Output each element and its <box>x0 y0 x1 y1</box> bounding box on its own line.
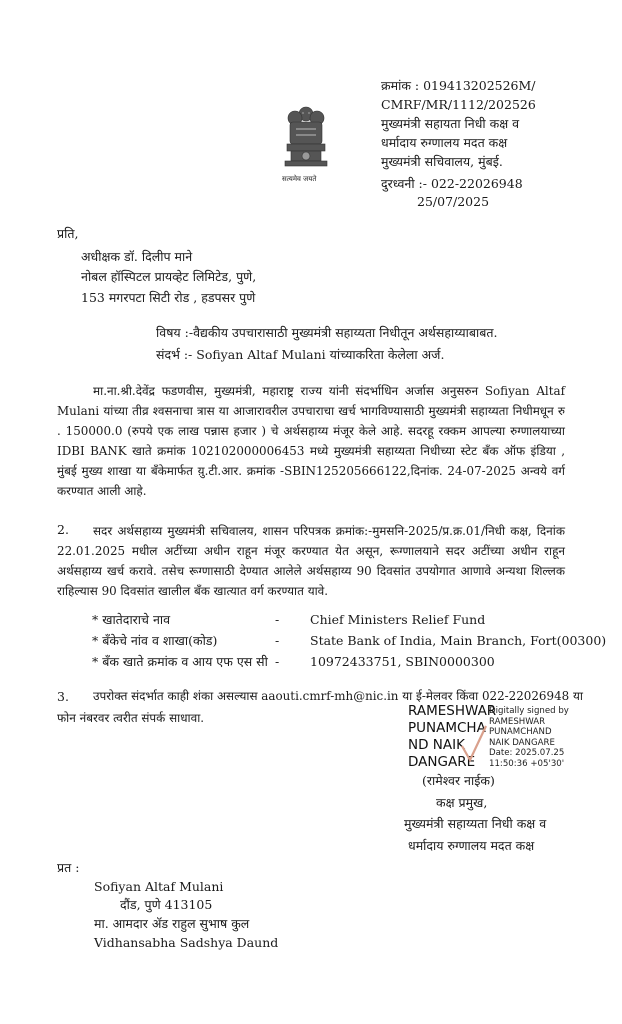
signature-meta-line: 11:50:36 +05'30' <box>489 758 565 769</box>
office-name: मुख्यमंत्री सहायता निधी कक्ष व <box>381 116 520 131</box>
reference-line: संदर्भ :- Sofiyan Altaf Mulani यांच्याकरिता केलेला अर्ज. <box>156 347 445 362</box>
contact-line: उपरोक्त संदर्भात काही शंका असल्यास aaouti.cmrf-mh@nic.in या ई-मेलवर किंवा 022-22026948 या <box>93 689 583 703</box>
copy-to-line: Vidhansabha Sadshya Daund <box>94 935 279 950</box>
bank-detail-label: * बँकेचे नांव व शाखा(कोड) <box>92 633 218 648</box>
recipient-line: नोबल हॉस्पिटल प्रायव्हेट लिमिटेड, पुणे, <box>81 269 257 284</box>
signer-name-line: ND NAIK <box>408 737 465 753</box>
signature-check-icon <box>458 720 490 768</box>
signer-name-line: PUNAMCHA <box>408 720 486 736</box>
bank-detail-separator: - <box>275 633 280 648</box>
signature-meta-line: NAIK DANGARE <box>489 737 555 748</box>
signatory-department: मुख्यमंत्री सहाय्यता निधी कक्ष व <box>404 816 547 831</box>
bank-detail-separator: - <box>275 654 280 669</box>
paragraph-number: 3. <box>57 689 69 704</box>
copy-to-line: दौंड, पुणे 413105 <box>120 897 213 912</box>
recipient-prefix: प्रति, <box>57 226 79 241</box>
bank-detail-value: State Bank of India, Main Branch, Fort(00300) <box>310 633 607 648</box>
bank-detail-label: * खातेदाराचे नाव <box>92 612 171 627</box>
signature-meta-line: Date: 2025.07.25 <box>489 748 565 759</box>
copy-to-label: प्रत : <box>57 860 80 875</box>
reference-number-cont: CMRF/MR/1112/202526 <box>381 97 536 112</box>
recipient-line: 153 मगरपटा सिटी रोड , हडपसर पुणे <box>81 290 256 305</box>
signatory-department: धर्मादाय रुग्णालय मदत कक्ष <box>408 838 535 853</box>
subject-line: विषय :-वैद्यकीय उपचारासाठी मुख्यमंत्री सहाय्यता निधीतून अर्थसहाय्याबाबत. <box>156 325 498 340</box>
bank-detail-value: 10972433751, SBIN0000300 <box>310 654 495 669</box>
paragraph-number: 2. <box>57 522 69 537</box>
state-emblem-icon <box>276 104 336 180</box>
paragraph-sanction: मा.ना.श्री.देवेंद्र फडणवीस, मुख्यमंत्री, महाराष्ट्र राज्य यांनी संदर्भाधिन अर्जास अनुसरुन Sofiyan Altaf Mulani यांच्या तीव्र श्वसनाचा त्रास या आजारावरील उपचाराचा खर्च भागविण्यासाठी मुख्यमंत्री सहाय्यता निधीमधून रु . 150000.0 (रुपये एक लाख पन्नास हजार ) चे अर्थसहाय्य मंजूर केले आहे. सदरहू रक्कम आपल्या रुग्णालयाच्या IDBI BANK खाते क्रमांक 102102000006453 मध्ये मुख्यमंत्री सहाय्यता निधीच्या स्टेट बँक ऑफ इंडिया , मुंबई मुख्य शाखा या बँकेमार्फत य़ु.टी.आर. क्रमांक -SBIN125205666122,दिनांक. 24-07-2025 अन्वये वर्ग करण्यात आली आहे. <box>57 384 565 498</box>
letter-date: 25/07/2025 <box>417 194 490 209</box>
contact-line-cont: फोन नंबरवर त्वरीत संपर्क साधावा. <box>57 711 205 725</box>
signer-name-line: RAMESHWAR <box>408 703 497 719</box>
bank-detail-value: Chief Ministers Relief Fund <box>310 612 486 627</box>
copy-to-line: Sofiyan Altaf Mulani <box>94 879 224 894</box>
copy-to-line: मा. आमदार ॲड राहुल सुभाष कुल <box>94 916 250 931</box>
signature-meta-line: Digitally signed by <box>489 706 569 716</box>
emblem-motto: सत्यमेव जयते <box>282 175 317 183</box>
digital-signature-details <box>489 706 569 770</box>
office-name-cont: धर्मादाय रुग्णालय मदत कक्ष <box>381 135 508 150</box>
signature-meta-line: PUNAMCHAND <box>489 727 552 738</box>
reference-number: क्रमांक : 019413202526M/ <box>381 78 536 93</box>
paragraph-conditions: सदर अर्थसहाय्य मुख्यमंत्री सचिवालय, शासन परिपत्रक क्रमांक:-मुमसनि-2025/प्र.क्र.01/निधी कक्ष, दिनांक 22.01.2025 मधील अटींच्या अधीन राहून मंजूर करण्यात येत असून, रूग्णालयाने सदर अटींच्या अधीन राहून अर्थसहाय्य खर्च करावे. तसेच रूग्णासाठी देण्यात आलेले अर्थसहाय्य 90 दिवसांत उपयोगात आणावे अन्यथा शिल्लक राहिल्यास 90 दिवसांत खालील बँक खात्यात वर्ग करण्यात यावे. <box>57 524 565 598</box>
bank-detail-label: * बँक खाते क्रमांक व आय एफ एस सी <box>92 654 268 669</box>
signer-name-line: DANGARE <box>408 754 476 770</box>
signatory-name: (रामेश्वर नाईक) <box>422 773 495 788</box>
bank-detail-separator: - <box>275 612 280 627</box>
office-address: मुख्यमंत्री सचिवालय, मुंबई. <box>381 154 503 169</box>
signature-meta-line: RAMESHWAR <box>489 716 546 727</box>
telephone: दुरध्वनी :- 022-22026948 <box>381 176 523 191</box>
signatory-title: कक्ष प्रमुख, <box>436 795 488 810</box>
recipient-line: अधीक्षक डॉ. दिलीप माने <box>81 249 193 264</box>
